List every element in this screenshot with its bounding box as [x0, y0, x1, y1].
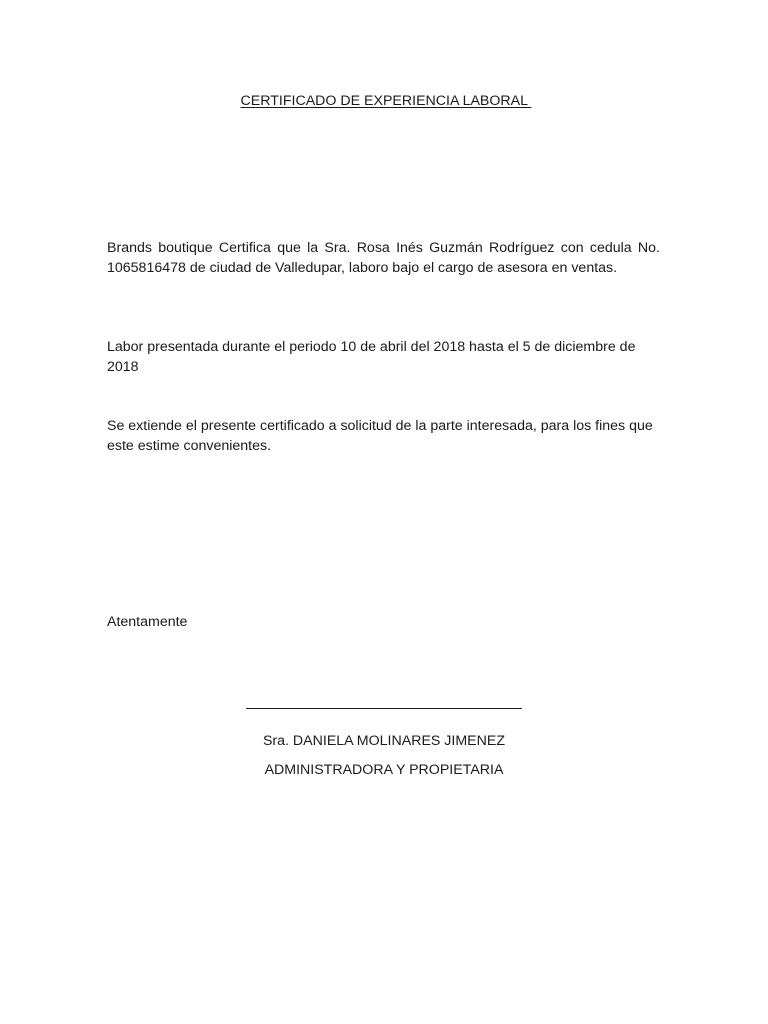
- certification-paragraph: Brands boutique Certifica que la Sra. Rosa Inés Guzmán Rodríguez con cedula No. 1065816478 de ciudad de Valledupar, laboro bajo el cargo de asesora en ventas.: [107, 240, 660, 276]
- document-title: [0, 91, 768, 111]
- closing-text: Atentamente: [107, 614, 188, 630]
- document-title-text: CERTIFICADO DE EXPERIENCIA LABORAL: [240, 93, 532, 109]
- purpose-paragraph: Se extiende el presente certificado a solicitud de la parte interesada, para los fines que este estime convenientes.: [107, 418, 653, 454]
- signatory-role: ADMINISTRADORA Y PROPIETARIA: [264, 762, 504, 778]
- signatory-name: Sra. DANIELA MOLINARES JIMENEZ: [262, 733, 506, 749]
- signature-line: [246, 708, 522, 709]
- period-paragraph: Labor presentada durante el periodo 10 de abril del 2018 hasta el 5 de diciembre de 2018: [107, 339, 636, 375]
